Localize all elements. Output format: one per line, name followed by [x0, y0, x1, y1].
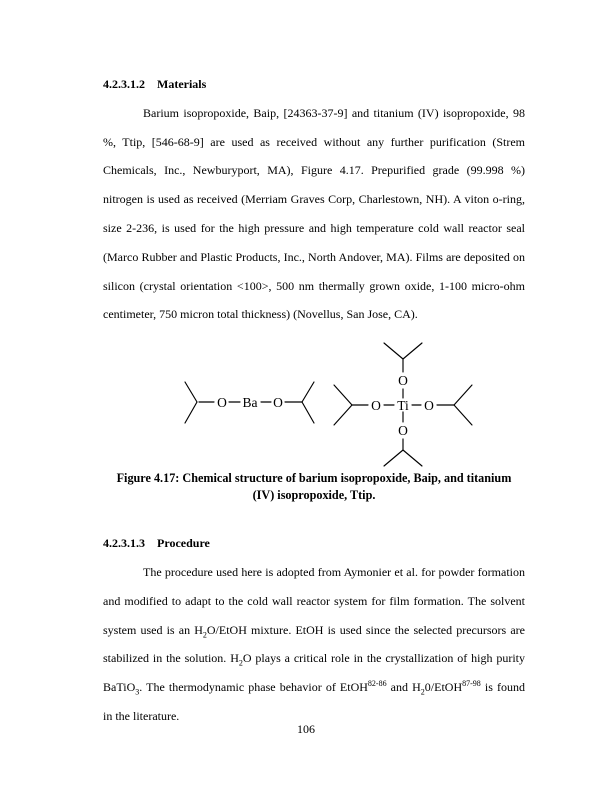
- bond-line: [302, 382, 314, 402]
- bond-line: [185, 382, 197, 402]
- section-procedure: [103, 529, 525, 731]
- procedure-heading-title: Procedure: [157, 536, 210, 551]
- page-number: 106: [297, 722, 315, 736]
- procedure-heading: [103, 529, 525, 558]
- bond-line: [384, 450, 403, 466]
- bond-line: [384, 343, 403, 359]
- bond-line: [302, 402, 314, 423]
- bond-line: [454, 405, 472, 425]
- atom-barium-label: Ba: [242, 395, 258, 411]
- figure-4-17: [103, 339, 525, 503]
- bond-line: [334, 385, 352, 405]
- atom-titanium-label: Ti: [397, 398, 409, 414]
- bond-line: [334, 405, 352, 425]
- materials-paragraph: Barium isopropoxide, Baip, [24363-37-9] and titanium (IV) isopropoxide, 98 %, Ttip, [546-68-9] are used as received without any further purification (Strem Chemicals, Inc., Newburyport, MA), Figure 4.17. Prepurified grade (99.998 %) nitrogen is used as received (Merriam Graves Corp, Charlestown, NH). A viton o-ring, size 2-236, is used for the high pressure and high temperature cold wall reactor seal (Marco Rubber and Plastic Products, Inc., North Andover, MA). Films are deposited on silicon (crystal orientation <100>, 500 nm thermally grown oxide, 1-100 micro-ohm centimeter, 750 micron total thickness) (Novellus, San Jose, CA).: [103, 105, 525, 322]
- titanium-isopropoxide-structure: [334, 343, 472, 466]
- materials-heading-title: Materials: [157, 77, 207, 91]
- bond-line: [403, 450, 422, 466]
- atom-oxygen-label: O: [398, 423, 408, 439]
- procedure-heading-number: 4.2.3.1.3: [103, 536, 145, 551]
- section-materials: [103, 70, 525, 329]
- atom-oxygen-label: O: [398, 373, 408, 389]
- bond-line: [185, 402, 197, 423]
- atom-oxygen-label: O: [424, 398, 434, 414]
- atom-oxygen-label: O: [371, 398, 381, 414]
- figure-caption: Figure 4.17: Chemical structure of barium isopropoxide, Baip, and titanium (IV) isopropoxide, Ttip.: [116, 471, 512, 502]
- bond-line: [403, 343, 422, 359]
- materials-heading-number: 4.2.3.1.2: [103, 77, 145, 91]
- bond-line: [454, 385, 472, 405]
- procedure-paragraph: The procedure used here is adopted from Aymonier et al. for powder formation and modified to adapt to the cold wall reactor system for film formation. The solvent system used is an $H_2O$/EtOH mixture. EtOH is used since the selected precursors are stabilized in the solution. $H_2O$ plays a critical role in the crystallization of high purity BaTiO$_3$. The thermodynamic phase behavior of EtOH$^{82-86}$ and $H_20/EtOH^{87-98}$ is found in the literature.: [103, 564, 526, 723]
- chemical-structure-figure: [178, 339, 488, 474]
- atom-oxygen-label: O: [217, 395, 227, 411]
- barium-isopropoxide-structure: [185, 382, 314, 423]
- materials-heading: [103, 70, 525, 99]
- atom-oxygen-label: O: [273, 395, 283, 411]
